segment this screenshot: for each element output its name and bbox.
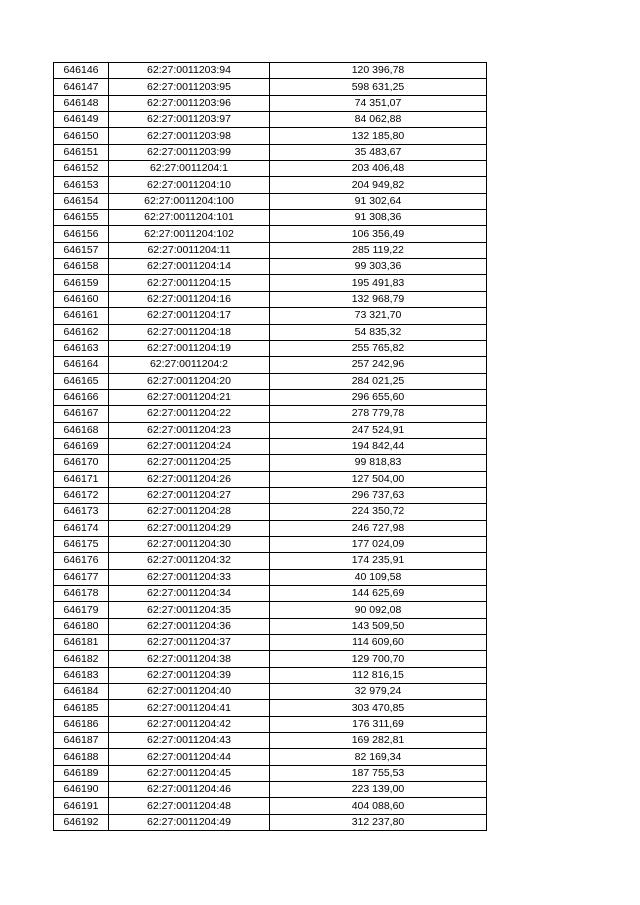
value-cell: 204 949,82: [270, 177, 487, 193]
row-number-cell: 646149: [54, 112, 109, 128]
row-number-cell: 646148: [54, 95, 109, 111]
cadastral-number-cell: 62:27:0011204:22: [109, 406, 270, 422]
value-cell: 177 024,09: [270, 536, 487, 552]
value-cell: 187 755,53: [270, 765, 487, 781]
table-row: [54, 487, 487, 503]
table-row: [54, 536, 487, 552]
table-row: [54, 814, 487, 830]
table-row: [54, 635, 487, 651]
table-row: [54, 569, 487, 585]
table-row: [54, 651, 487, 667]
cadastral-number-cell: 62:27:0011204:15: [109, 275, 270, 291]
value-cell: 176 311,69: [270, 716, 487, 732]
table-row: [54, 618, 487, 634]
cadastral-number-cell: 62:27:0011204:43: [109, 733, 270, 749]
row-number-cell: 646173: [54, 504, 109, 520]
cadastral-number-cell: 62:27:0011204:46: [109, 782, 270, 798]
cadastral-number-cell: 62:27:0011204:20: [109, 373, 270, 389]
row-number-cell: 646190: [54, 782, 109, 798]
value-cell: 223 139,00: [270, 782, 487, 798]
table-row: [54, 340, 487, 356]
value-cell: 203 406,48: [270, 161, 487, 177]
row-number-cell: 646177: [54, 569, 109, 585]
table-row: [54, 308, 487, 324]
value-cell: 40 109,58: [270, 569, 487, 585]
cadastral-number-cell: 62:27:0011204:38: [109, 651, 270, 667]
row-number-cell: 646167: [54, 406, 109, 422]
table-row: [54, 226, 487, 242]
row-number-cell: 646164: [54, 357, 109, 373]
table-row: [54, 782, 487, 798]
table-row: [54, 242, 487, 258]
cadastral-number-cell: 62:27:0011204:100: [109, 193, 270, 209]
row-number-cell: 646168: [54, 422, 109, 438]
table-row: [54, 259, 487, 275]
value-cell: 132 968,79: [270, 291, 487, 307]
table-row: [54, 422, 487, 438]
cadastral-number-cell: 62:27:0011203:98: [109, 128, 270, 144]
table-row: [54, 455, 487, 471]
table-row: [54, 667, 487, 683]
cadastral-number-cell: 62:27:0011204:29: [109, 520, 270, 536]
row-number-cell: 646185: [54, 700, 109, 716]
table-row: [54, 275, 487, 291]
table-row: [54, 95, 487, 111]
value-cell: 84 062,88: [270, 112, 487, 128]
table-row: [54, 700, 487, 716]
table-row: [54, 63, 487, 79]
value-cell: 278 779,78: [270, 406, 487, 422]
cadastral-number-cell: 62:27:0011204:24: [109, 438, 270, 454]
cadastral-number-cell: 62:27:0011204:2: [109, 357, 270, 373]
value-cell: 82 169,34: [270, 749, 487, 765]
table-row: [54, 389, 487, 405]
cadastral-number-cell: 62:27:0011204:45: [109, 765, 270, 781]
table-row: [54, 684, 487, 700]
value-cell: 255 765,82: [270, 340, 487, 356]
cadastral-number-cell: 62:27:0011204:36: [109, 618, 270, 634]
row-number-cell: 646170: [54, 455, 109, 471]
value-cell: 312 237,80: [270, 814, 487, 830]
table-row: [54, 406, 487, 422]
table-row: [54, 193, 487, 209]
row-number-cell: 646174: [54, 520, 109, 536]
cadastral-number-cell: 62:27:0011204:30: [109, 536, 270, 552]
row-number-cell: 646152: [54, 161, 109, 177]
value-cell: 169 282,81: [270, 733, 487, 749]
table-row: [54, 520, 487, 536]
row-number-cell: 646146: [54, 63, 109, 79]
cadastral-number-cell: 62:27:0011204:102: [109, 226, 270, 242]
cadastral-number-cell: 62:27:0011204:19: [109, 340, 270, 356]
cadastral-number-cell: 62:27:0011204:28: [109, 504, 270, 520]
row-number-cell: 646175: [54, 536, 109, 552]
value-cell: 54 835,32: [270, 324, 487, 340]
value-cell: 74 351,07: [270, 95, 487, 111]
value-cell: 195 491,83: [270, 275, 487, 291]
table-row: [54, 733, 487, 749]
cadastral-number-cell: 62:27:0011203:96: [109, 95, 270, 111]
row-number-cell: 646166: [54, 389, 109, 405]
cadastral-number-cell: 62:27:0011204:27: [109, 487, 270, 503]
cadastral-number-cell: 62:27:0011204:21: [109, 389, 270, 405]
row-number-cell: 646176: [54, 553, 109, 569]
value-cell: 246 727,98: [270, 520, 487, 536]
table-row: [54, 553, 487, 569]
row-number-cell: 646156: [54, 226, 109, 242]
cadastral-number-cell: 62:27:0011204:26: [109, 471, 270, 487]
value-cell: 296 737,63: [270, 487, 487, 503]
row-number-cell: 646183: [54, 667, 109, 683]
cadastral-number-cell: 62:27:0011204:40: [109, 684, 270, 700]
table-row: [54, 504, 487, 520]
cadastral-number-cell: 62:27:0011204:10: [109, 177, 270, 193]
cadastral-number-cell: 62:27:0011204:48: [109, 798, 270, 814]
row-number-cell: 646178: [54, 586, 109, 602]
cadastral-number-cell: 62:27:0011203:97: [109, 112, 270, 128]
cadastral-number-cell: 62:27:0011204:17: [109, 308, 270, 324]
table-row: [54, 144, 487, 160]
table-row: [54, 79, 487, 95]
row-number-cell: 646165: [54, 373, 109, 389]
row-number-cell: 646189: [54, 765, 109, 781]
table-row: [54, 749, 487, 765]
cadastral-number-cell: 62:27:0011204:39: [109, 667, 270, 683]
cadastral-number-cell: 62:27:0011204:23: [109, 422, 270, 438]
row-number-cell: 646180: [54, 618, 109, 634]
row-number-cell: 646191: [54, 798, 109, 814]
row-number-cell: 646155: [54, 210, 109, 226]
cadastral-number-cell: 62:27:0011204:35: [109, 602, 270, 618]
row-number-cell: 646186: [54, 716, 109, 732]
row-number-cell: 646169: [54, 438, 109, 454]
row-number-cell: 646181: [54, 635, 109, 651]
row-number-cell: 646179: [54, 602, 109, 618]
table-row: [54, 324, 487, 340]
row-number-cell: 646154: [54, 193, 109, 209]
value-cell: 174 235,91: [270, 553, 487, 569]
value-cell: 194 842,44: [270, 438, 487, 454]
cadastral-number-cell: 62:27:0011204:32: [109, 553, 270, 569]
cadastral-number-cell: 62:27:0011204:18: [109, 324, 270, 340]
cadastral-number-cell: 62:27:0011204:1: [109, 161, 270, 177]
row-number-cell: 646147: [54, 79, 109, 95]
value-cell: 99 818,83: [270, 455, 487, 471]
value-cell: 285 119,22: [270, 242, 487, 258]
value-cell: 112 816,15: [270, 667, 487, 683]
value-cell: 247 524,91: [270, 422, 487, 438]
cadastral-number-cell: 62:27:0011204:33: [109, 569, 270, 585]
row-number-cell: 646184: [54, 684, 109, 700]
cadastral-number-cell: 62:27:0011204:34: [109, 586, 270, 602]
cadastral-number-cell: 62:27:0011204:37: [109, 635, 270, 651]
value-cell: 143 509,50: [270, 618, 487, 634]
table-row: [54, 471, 487, 487]
table-row: [54, 373, 487, 389]
value-cell: 91 308,36: [270, 210, 487, 226]
table-row: [54, 798, 487, 814]
cadastral-value-table: [53, 62, 487, 831]
cadastral-number-cell: 62:27:0011204:49: [109, 814, 270, 830]
value-cell: 598 631,25: [270, 79, 487, 95]
row-number-cell: 646151: [54, 144, 109, 160]
value-cell: 91 302,64: [270, 193, 487, 209]
table-row: [54, 161, 487, 177]
table-body: [54, 63, 487, 831]
row-number-cell: 646153: [54, 177, 109, 193]
value-cell: 129 700,70: [270, 651, 487, 667]
table-row: [54, 210, 487, 226]
row-number-cell: 646163: [54, 340, 109, 356]
table-row: [54, 177, 487, 193]
row-number-cell: 646187: [54, 733, 109, 749]
cadastral-number-cell: 62:27:0011204:16: [109, 291, 270, 307]
table-row: [54, 357, 487, 373]
value-cell: 90 092,08: [270, 602, 487, 618]
cadastral-number-cell: 62:27:0011203:94: [109, 63, 270, 79]
cadastral-number-cell: 62:27:0011204:44: [109, 749, 270, 765]
value-cell: 120 396,78: [270, 63, 487, 79]
table-row: [54, 586, 487, 602]
value-cell: 32 979,24: [270, 684, 487, 700]
table-row: [54, 128, 487, 144]
row-number-cell: 646161: [54, 308, 109, 324]
value-cell: 127 504,00: [270, 471, 487, 487]
value-cell: 35 483,67: [270, 144, 487, 160]
value-cell: 73 321,70: [270, 308, 487, 324]
value-cell: 132 185,80: [270, 128, 487, 144]
value-cell: 404 088,60: [270, 798, 487, 814]
cadastral-number-cell: 62:27:0011204:11: [109, 242, 270, 258]
cadastral-number-cell: 62:27:0011204:25: [109, 455, 270, 471]
table-row: [54, 438, 487, 454]
value-cell: 303 470,85: [270, 700, 487, 716]
table-row: [54, 765, 487, 781]
row-number-cell: 646157: [54, 242, 109, 258]
cadastral-number-cell: 62:27:0011204:42: [109, 716, 270, 732]
value-cell: 106 356,49: [270, 226, 487, 242]
table-row: [54, 716, 487, 732]
value-cell: 284 021,25: [270, 373, 487, 389]
cadastral-number-cell: 62:27:0011203:95: [109, 79, 270, 95]
row-number-cell: 646159: [54, 275, 109, 291]
row-number-cell: 646192: [54, 814, 109, 830]
table-row: [54, 602, 487, 618]
value-cell: 144 625,69: [270, 586, 487, 602]
row-number-cell: 646158: [54, 259, 109, 275]
cadastral-number-cell: 62:27:0011204:101: [109, 210, 270, 226]
row-number-cell: 646160: [54, 291, 109, 307]
table-row: [54, 291, 487, 307]
value-cell: 114 609,60: [270, 635, 487, 651]
row-number-cell: 646188: [54, 749, 109, 765]
cadastral-number-cell: 62:27:0011203:99: [109, 144, 270, 160]
row-number-cell: 646182: [54, 651, 109, 667]
value-cell: 224 350,72: [270, 504, 487, 520]
row-number-cell: 646172: [54, 487, 109, 503]
cadastral-number-cell: 62:27:0011204:14: [109, 259, 270, 275]
value-cell: 257 242,96: [270, 357, 487, 373]
row-number-cell: 646150: [54, 128, 109, 144]
value-cell: 296 655,60: [270, 389, 487, 405]
row-number-cell: 646162: [54, 324, 109, 340]
row-number-cell: 646171: [54, 471, 109, 487]
value-cell: 99 303,36: [270, 259, 487, 275]
cadastral-number-cell: 62:27:0011204:41: [109, 700, 270, 716]
table-row: [54, 112, 487, 128]
